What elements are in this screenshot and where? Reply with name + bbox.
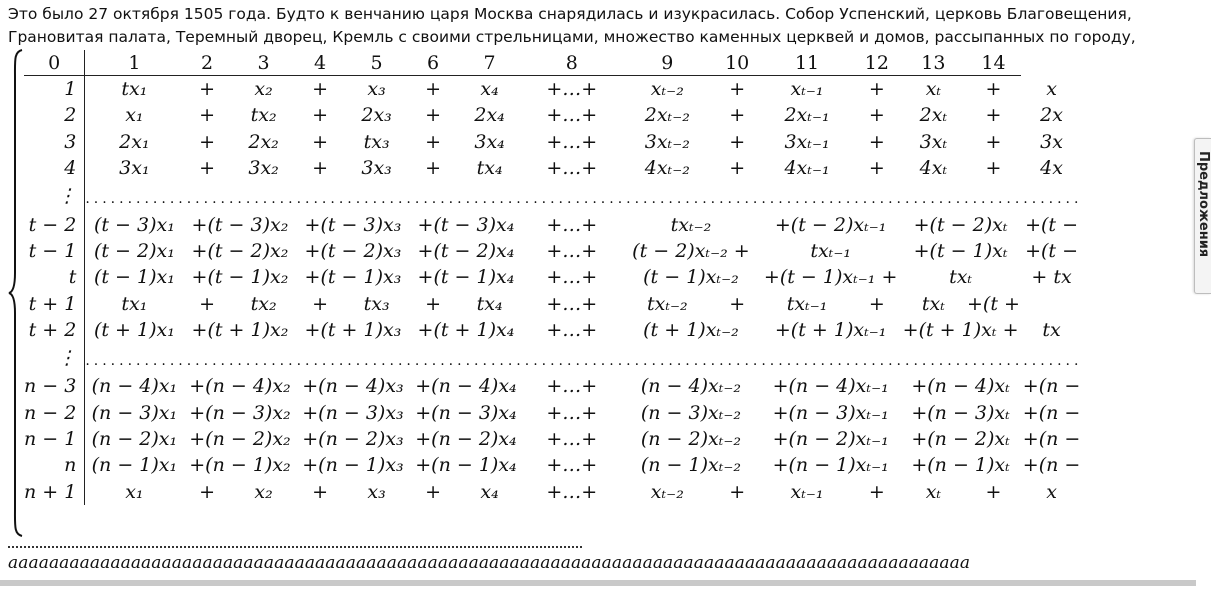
- matrix-row: [24, 478, 1082, 504]
- matrix-row-label: ⋮: [24, 181, 85, 211]
- matrix-header-cell: 4: [296, 50, 343, 76]
- matrix-cell: +: [729, 104, 746, 127]
- matrix-cell: +(n −: [1022, 454, 1081, 477]
- matrix-cell: +: [868, 78, 885, 101]
- matrix-cell: +(t − 1)xₜ₋₁ +: [763, 266, 898, 289]
- matrix-cell: (n − 1)xₜ₋₂: [640, 454, 742, 477]
- matrix-cell: +: [312, 292, 329, 315]
- matrix-cell: +(n − 3)x₃: [302, 401, 404, 424]
- matrix-cell: +(n − 3)xₜ₋₁: [772, 401, 889, 424]
- matrix-cell: +: [729, 157, 746, 180]
- matrix-cell: x₃: [367, 480, 386, 503]
- matrix-cell: +(n − 2)x₂: [189, 428, 291, 450]
- matrix-cell: txₜ₋₁: [810, 239, 851, 262]
- matrix-cell: 4xₜ: [919, 157, 948, 180]
- matrix-cell: tx₄: [476, 157, 503, 180]
- matrix-cell: +(n − 3)xₜ: [911, 401, 1010, 424]
- matrix-cell: 3x₃: [361, 157, 392, 180]
- matrix-cell: +: [985, 104, 1002, 127]
- matrix-row: [24, 264, 1082, 290]
- intro-line-2: Грановитая палата, Теремный дворец, Кремль с своими стрельницами, множество каменных церквей и домов, рассыпанных по городу,: [8, 28, 1136, 46]
- matrix-row-label: n − 2: [24, 400, 85, 426]
- matrix-row-label: 3: [24, 129, 85, 155]
- matrix-cell: tx₁: [121, 292, 148, 315]
- matrix-cell: +: [199, 157, 216, 180]
- matrix-cell: 3xₜ₋₁: [784, 130, 830, 153]
- matrix-cell: +(n − 2)xₜ: [911, 428, 1010, 450]
- matrix-row: [24, 452, 1082, 478]
- matrix-cell: (n − 2)x₁: [91, 428, 178, 450]
- matrix-cell: 2x₂: [248, 130, 279, 153]
- matrix-cell: xₜ₋₁: [790, 480, 824, 503]
- matrix-cell: +(n −: [1022, 401, 1081, 424]
- matrix-cell: 2x₁: [119, 130, 150, 153]
- matrix-row-label: n − 3: [24, 373, 85, 399]
- matrix-header-cell: 12: [853, 50, 900, 76]
- matrix-cell: +(n − 1)xₜ: [911, 454, 1010, 477]
- matrix-cell: 2x₄: [474, 104, 505, 127]
- matrix-header-cell: 1: [85, 50, 184, 76]
- matrix-cell: +(t + 1)x₄: [417, 318, 515, 341]
- matrix-cell: 2x₃: [361, 104, 392, 127]
- matrix-cell: +(n −: [1022, 375, 1081, 398]
- matrix-cell: 2xₜ₋₂: [644, 104, 690, 127]
- matrix-cell: +(n − 3)x₄: [415, 401, 517, 424]
- matrix-row: [24, 290, 1082, 316]
- matrix-cell: x₄: [480, 78, 499, 101]
- matrix-cell: +: [985, 157, 1002, 180]
- matrix-row-label: ⋮: [24, 343, 85, 373]
- matrix-cell: tx₄: [476, 292, 503, 315]
- matrix-header-cell: 0: [24, 50, 85, 76]
- matrix-cell: +(n − 4)xₜ: [911, 375, 1010, 398]
- matrix-header-cell: 13: [901, 50, 967, 76]
- matrix-cell: +: [312, 78, 329, 101]
- matrix-cell: +…+: [546, 292, 598, 315]
- matrix-header-cell: 5: [344, 50, 410, 76]
- matrix-row-label: n + 1: [24, 478, 85, 504]
- matrix-cell: (n − 4)xₜ₋₂: [640, 375, 742, 398]
- matrix-ellipsis-row: ......................................................................................................................: [85, 353, 1083, 370]
- matrix-row-label: 4: [24, 155, 85, 181]
- matrix-row-label: n: [24, 452, 85, 478]
- matrix-cell: +(n − 2)x₄: [415, 428, 517, 450]
- matrix-cell: (n − 3)x₁: [91, 401, 178, 424]
- matrix-cell: +: [312, 130, 329, 153]
- matrix-cell: 3x₄: [474, 130, 505, 153]
- matrix-cell: +: [312, 157, 329, 180]
- matrix-cell: txₜ₋₂: [670, 213, 712, 236]
- matrix-cell: tx₃: [363, 130, 390, 153]
- matrix-cell: +(n −: [1022, 428, 1081, 450]
- matrix-cell: +(t + 1)xₜ₋₁: [774, 318, 887, 341]
- matrix-row: [24, 155, 1082, 181]
- matrix-cell: (t − 1)x₁: [93, 266, 175, 289]
- matrix-row: [24, 426, 1082, 452]
- matrix-cell: +: [868, 157, 885, 180]
- matrix-table: [24, 50, 1082, 505]
- matrix-cell: 4x: [1040, 157, 1063, 180]
- matrix-cell: + tx: [1031, 266, 1072, 289]
- matrix-cell: x₂: [254, 480, 273, 503]
- matrix-cell: +: [425, 292, 442, 315]
- matrix-header-cell: 6: [409, 50, 456, 76]
- matrix-cell: 2xₜ: [919, 104, 948, 127]
- matrix-header-cell: 2: [183, 50, 230, 76]
- matrix-cell: +(t +: [966, 292, 1020, 315]
- matrix-row: [24, 343, 1082, 373]
- matrix-row-label: t − 2: [24, 211, 85, 237]
- matrix-header-cell: 8: [522, 50, 621, 76]
- matrix-header-cell: 7: [457, 50, 523, 76]
- matrix-cell: +: [199, 480, 216, 503]
- matrix-header-cell: 14: [966, 50, 1020, 76]
- matrix-cell: +: [425, 104, 442, 127]
- matrix-cell: tx₃: [363, 292, 390, 315]
- matrix-cell: +: [729, 480, 746, 503]
- matrix-cell: +(t − 3)x₄: [417, 213, 515, 236]
- matrix-cell: 3xₜ₋₂: [644, 130, 690, 153]
- matrix-cell: +(t − 1)x₃: [304, 266, 402, 289]
- matrix-cell: +(t − 2)xₜ: [913, 213, 1008, 236]
- matrix-cell: txₜ: [949, 266, 973, 289]
- matrix-cell: +…+: [546, 104, 598, 127]
- matrix-cell: +(n − 4)x₄: [415, 375, 517, 398]
- matrix-cell: +(t − 1)x₂: [191, 266, 289, 289]
- matrix-cell: +(t + 1)x₃: [304, 318, 402, 341]
- matrix-cell: tx₂: [250, 104, 277, 127]
- matrix-cell: +: [425, 480, 442, 503]
- matrix-cell: +(t − 1)x₄: [417, 266, 515, 289]
- matrix-cell: +: [985, 480, 1002, 503]
- matrix-cell: x: [1046, 480, 1057, 503]
- matrix-cell: (t − 3)x₁: [93, 213, 175, 236]
- matrix-cell: 2xₜ₋₁: [784, 104, 830, 127]
- matrix-header-cell: 9: [621, 50, 713, 76]
- matrix-cell: +: [868, 130, 885, 153]
- matrix-cell: +(t − 1)xₜ: [913, 239, 1008, 262]
- matrix-cell: txₜ₋₁: [786, 292, 828, 315]
- matrix-row: [24, 181, 1082, 211]
- matrix-cell: +(t − 3)x₂: [191, 213, 289, 236]
- matrix-cell: tx₂: [250, 292, 277, 315]
- matrix-cell: +: [199, 130, 216, 153]
- matrix-cell: +(t −: [1025, 213, 1079, 236]
- matrix-header-cell: 11: [761, 50, 853, 76]
- matrix-cell: +(n − 1)xₜ₋₁: [772, 454, 889, 477]
- matrix-cell: 3xₜ: [919, 130, 948, 153]
- matrix-cell: +…+: [546, 375, 598, 398]
- matrix-cell: +…+: [546, 318, 598, 341]
- intro-paragraph: [8, 3, 1188, 49]
- matrix-cell: +: [312, 104, 329, 127]
- suggestions-tab-label: Предложения: [1196, 151, 1211, 258]
- matrix-cell: +(n − 4)x₃: [302, 375, 404, 398]
- matrix-cell: (n − 1)x₁: [91, 454, 178, 477]
- matrix-cell: +(n − 4)xₜ₋₁: [772, 375, 889, 398]
- matrix-row: [24, 76, 1082, 103]
- matrix-cell: txₜ₋₂: [646, 292, 688, 315]
- matrix-cell: x₃: [367, 78, 386, 101]
- matrix-cell: +: [199, 292, 216, 315]
- matrix-cell: +…+: [546, 266, 598, 289]
- matrix-cell: x₁: [125, 480, 144, 503]
- matrix-cell: xₜ₋₂: [650, 78, 684, 101]
- matrix-cell: +(t − 2)x₃: [304, 239, 402, 262]
- matrix-figure: [0, 48, 1083, 538]
- matrix-cell: +(t − 2)x₄: [417, 239, 515, 262]
- matrix-cell: +: [312, 480, 329, 503]
- matrix-cell: (n − 3)xₜ₋₂: [640, 401, 742, 424]
- matrix-cell: +…+: [546, 239, 598, 262]
- matrix-row: [24, 373, 1082, 399]
- matrix-cell: (t − 2)x₁: [93, 239, 175, 262]
- matrix-cell: +: [199, 104, 216, 127]
- matrix-cell: +(t −: [1025, 239, 1079, 262]
- matrix-cell: 4xₜ₋₁: [784, 157, 830, 180]
- matrix-cell: +: [868, 104, 885, 127]
- matrix-cell: +(n − 2)x₃: [302, 428, 404, 450]
- bottom-scrollbar-track[interactable]: [0, 580, 1196, 586]
- matrix-cell: x₂: [254, 78, 273, 101]
- matrix-cell: +: [985, 130, 1002, 153]
- matrix-row: [24, 211, 1082, 237]
- suggestions-tab[interactable]: [1194, 138, 1211, 294]
- matrix-cell: xₜ₋₂: [650, 480, 684, 503]
- matrix-cell: +: [425, 157, 442, 180]
- matrix-cell: +…+: [546, 401, 598, 424]
- matrix-cell: tx: [1042, 318, 1061, 341]
- matrix-cell: +(n − 2)xₜ₋₁: [772, 428, 889, 450]
- dotted-rule: [8, 546, 582, 548]
- matrix-cell: +: [985, 78, 1002, 101]
- matrix-cell: 3x₁: [119, 157, 150, 180]
- matrix-cell: +…+: [546, 213, 598, 236]
- matrix-cell: +: [425, 78, 442, 101]
- matrix-cell: (n − 2)xₜ₋₂: [640, 428, 742, 450]
- matrix-cell: +(n − 1)x₃: [302, 454, 404, 477]
- matrix-cell: txₜ: [921, 292, 945, 315]
- matrix-row-label: 2: [24, 102, 85, 128]
- matrix-cell: +: [729, 130, 746, 153]
- matrix-cell: 3x: [1040, 130, 1063, 153]
- matrix-cell: (t − 1)xₜ₋₂: [643, 266, 739, 289]
- matrix-cell: x₄: [480, 480, 499, 503]
- matrix-cell: (t − 2)xₜ₋₂ +: [632, 239, 750, 262]
- matrix-cell: 3x₂: [248, 157, 279, 180]
- intro-line-1: Это было 27 октября 1505 года. Будто к венчанию царя Москва снарядилась и изукрасилась. Собор Успенский, церковь Благовещения,: [8, 5, 1132, 23]
- matrix-cell: +: [729, 78, 746, 101]
- matrix-cell: xₜ: [925, 480, 942, 503]
- matrix-cell: +…+: [546, 157, 598, 180]
- matrix-cell: +: [199, 78, 216, 101]
- matrix-cell: x₁: [125, 104, 144, 127]
- matrix-cell: +(t − 3)x₃: [304, 213, 402, 236]
- matrix-row-label: 1: [24, 76, 85, 103]
- matrix-cell: +(t + 1)xₜ +: [902, 318, 1019, 341]
- matrix-cell: +: [729, 292, 746, 315]
- matrix-header-row: [24, 50, 1082, 76]
- matrix-ellipsis-row: ......................................................................................................................: [85, 191, 1083, 208]
- matrix-row: [24, 129, 1082, 155]
- matrix-cell: (t + 1)x₁: [93, 318, 175, 341]
- matrix-cell: +(t + 1)x₂: [191, 318, 289, 341]
- matrix-cell: +…+: [546, 428, 598, 450]
- matrix-cell: +: [868, 480, 885, 503]
- matrix-row-label: t: [24, 264, 85, 290]
- matrix-cell: +(n − 3)x₂: [189, 401, 291, 424]
- matrix-cell: tx₁: [121, 78, 148, 101]
- a-repeat-line: aaaaaaaaaaaaaaaaaaaaaaaaaaaaaaaaaaaaaaaaaaaaaaaaaaaaaaaaaaaaaaaaaaaaaaaaaaaaaaaaaaaaaaaaaaaaaa: [8, 553, 971, 573]
- matrix-cell: (t + 1)xₜ₋₂: [643, 318, 739, 341]
- matrix-cell: xₜ: [925, 78, 942, 101]
- matrix-cell: x: [1046, 77, 1057, 100]
- matrix-row-label: t + 1: [24, 290, 85, 316]
- matrix-header-cell: 3: [231, 50, 297, 76]
- matrix-cell: +…+: [546, 480, 598, 503]
- matrix-cell: +…+: [546, 454, 598, 477]
- matrix-header-cell: 10: [714, 50, 761, 76]
- matrix-row: [24, 400, 1082, 426]
- matrix-row-label: t + 2: [24, 317, 85, 343]
- matrix-row-label: t − 1: [24, 238, 85, 264]
- matrix-cell: +: [868, 292, 885, 315]
- matrix-cell: xₜ₋₁: [790, 78, 824, 101]
- matrix-cell: +(n − 1)x₄: [415, 454, 517, 477]
- matrix-cell: +(n − 4)x₂: [189, 375, 291, 398]
- matrix-cell: +…+: [546, 78, 598, 101]
- matrix-row: [24, 317, 1082, 343]
- matrix-row-label: n − 1: [24, 426, 85, 452]
- matrix-cell: +…+: [546, 130, 598, 153]
- matrix-cell: +: [425, 130, 442, 153]
- matrix-cell: 2x: [1040, 104, 1063, 127]
- matrix-cell: (n − 4)x₁: [91, 375, 178, 398]
- matrix-row: [24, 238, 1082, 264]
- matrix-row: [24, 102, 1082, 128]
- matrix-cell: +(t − 2)xₜ₋₁: [774, 213, 887, 236]
- matrix-cell: +(t − 2)x₂: [191, 239, 289, 262]
- left-brace: [8, 48, 24, 538]
- matrix-cell: 4xₜ₋₂: [644, 157, 690, 180]
- matrix-cell: +(n − 1)x₂: [189, 454, 291, 477]
